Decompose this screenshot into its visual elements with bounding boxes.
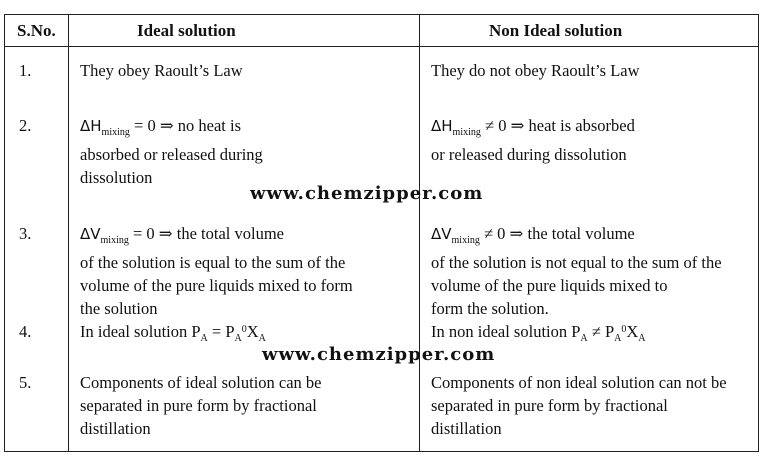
row-number: 1.: [19, 61, 32, 80]
row-number: 5.: [19, 373, 32, 392]
column-divider: [68, 15, 69, 451]
watermark: www.chemzipper.com: [250, 183, 484, 204]
row-number: 2.: [19, 116, 32, 135]
non-ideal-cell-line: separated in pure form by fractional: [431, 396, 668, 415]
ideal-cell-line: the solution: [80, 299, 158, 318]
comparison-table: [4, 14, 759, 452]
non-ideal-cell-line: distillation: [431, 419, 502, 438]
non-ideal-enthalpy-formula: $\Delta H_{mixing} \ne 0$ ⇒ heat is absorbed: [431, 116, 635, 138]
ideal-cell-line: volume of the pure liquids mixed to form: [80, 276, 353, 295]
ideal-cell-line: of the solution is equal to the sum of the: [80, 253, 346, 272]
non-ideal-cell-line: form the solution.: [431, 299, 549, 318]
non-ideal-cell-line: They do not obey Raoult’s Law: [431, 61, 640, 80]
non-ideal-cell-line: Components of non ideal solution can not be: [431, 373, 727, 392]
ideal-cell-line: Components of ideal solution can be: [80, 373, 322, 392]
non-ideal-cell-line: or released during dissolution: [431, 145, 627, 164]
row-number: 4.: [19, 322, 32, 341]
header-non-ideal: Non Ideal solution: [489, 21, 623, 40]
ideal-cell-line: dissolution: [80, 168, 153, 187]
ideal-enthalpy-formula: $\Delta H_{mixing} = 0$ ⇒ no heat is: [80, 116, 242, 138]
non-ideal-cell-line: of the solution is not equal to the sum of the: [431, 253, 722, 272]
non-ideal-cell-line: volume of the pure liquids mixed to: [431, 276, 668, 295]
watermark: www.chemzipper.com: [262, 344, 496, 365]
header-ideal: Ideal solution: [137, 21, 236, 40]
ideal-cell-line: separated in pure form by fractional: [80, 396, 317, 415]
ideal-volume-formula: $\Delta V_{mixing} = 0$ ⇒ the total volume: [80, 224, 284, 246]
column-divider: [419, 15, 420, 451]
ideal-cell-line: absorbed or released during: [80, 145, 263, 164]
ideal-cell-line: They obey Raoult’s Law: [80, 61, 243, 80]
row-number: 3.: [19, 224, 32, 243]
header-sno: S.No.: [17, 21, 56, 40]
ideal-pressure-formula: In ideal solution $P_A = P_A^0X_A$: [80, 322, 266, 344]
header-divider: [5, 46, 758, 47]
non-ideal-pressure-formula: In non ideal solution $P_A \ne P_A^0X_A$: [431, 322, 646, 344]
ideal-cell-line: distillation: [80, 419, 151, 438]
non-ideal-volume-formula: $\Delta V_{mixing} \ne 0$ ⇒ the total volume: [431, 224, 635, 246]
